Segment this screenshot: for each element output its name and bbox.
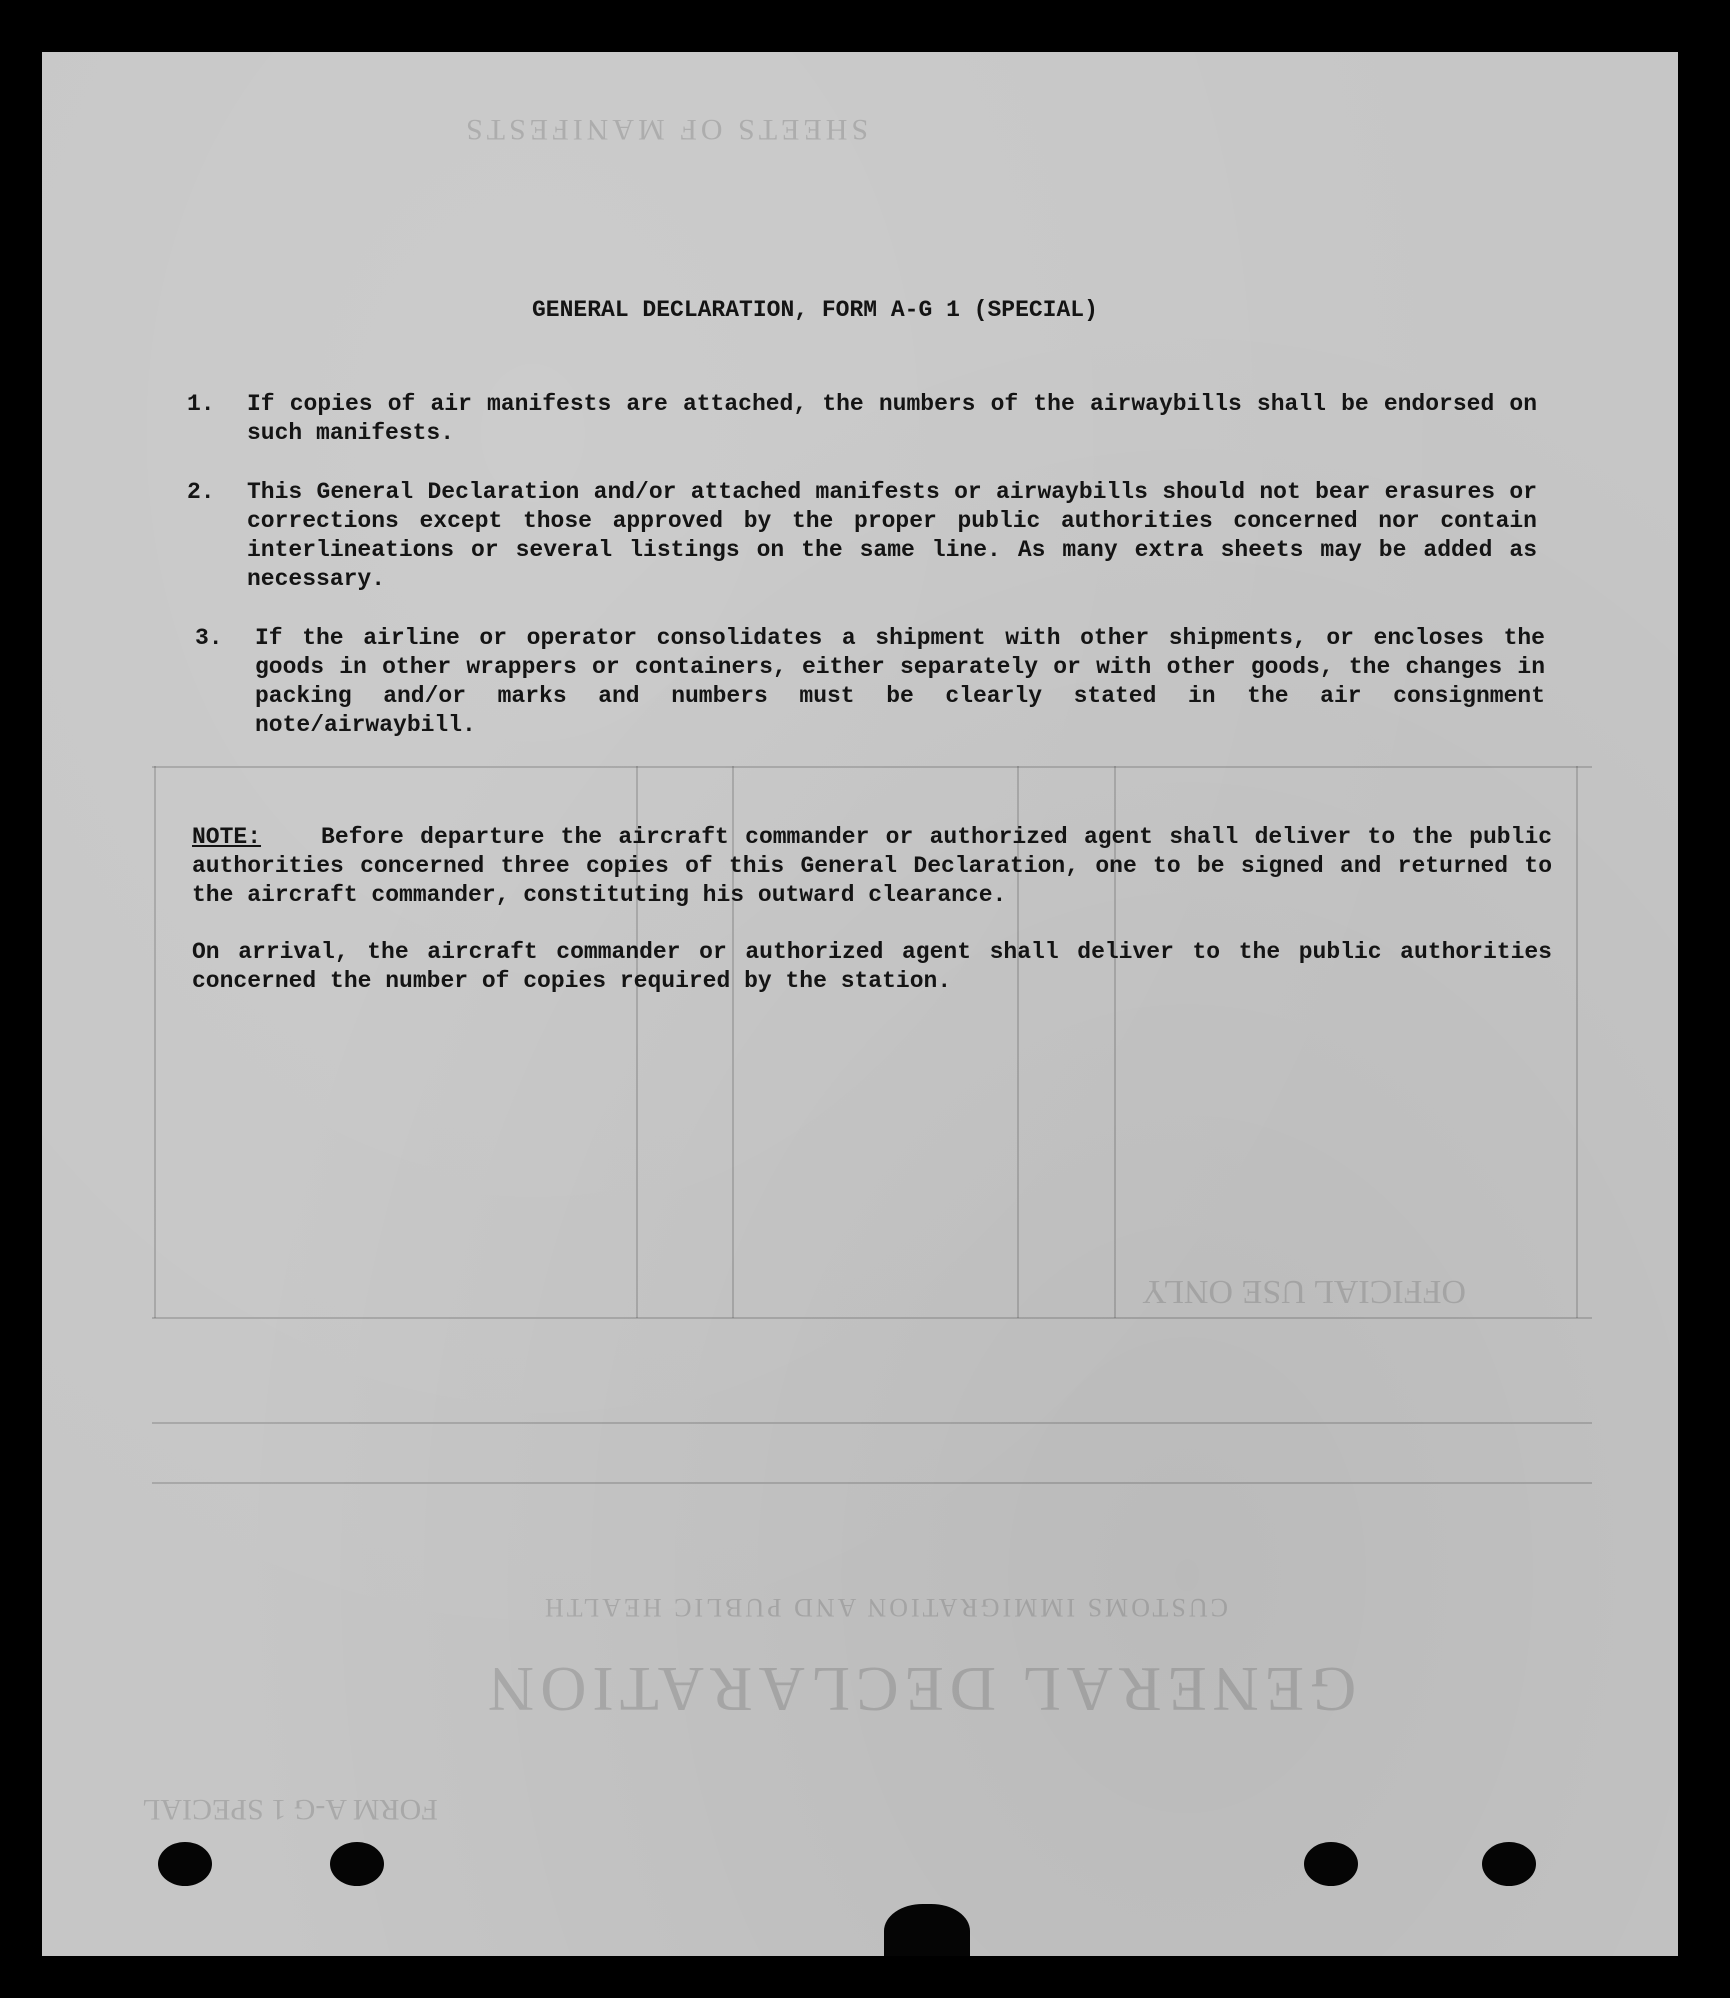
instruction-item [187, 390, 1587, 448]
page-title: GENERAL DECLARATION, FORM A-G 1 (SPECIAL) [532, 297, 1098, 323]
bleed-through-subheading: CUSTOMS IMMIGRATION AND PUBLIC HEALTH [542, 1593, 1228, 1622]
bleed-through-header: SHEETS OF MANIFESTS [462, 113, 869, 146]
bleed-through-heading: GENERAL DECLARATION [482, 1654, 1357, 1725]
instruction-number: 1. [187, 391, 215, 417]
instruction-item [187, 624, 1587, 740]
instruction-number: 2. [187, 479, 215, 505]
bleed-through-official-use: OFFICIAL USE ONLY [1142, 1273, 1467, 1310]
binding-notch [884, 1904, 970, 1956]
punch-hole [1304, 1842, 1358, 1886]
bleed-through-form-id: FORM A-G 1 SPECIAL [142, 1793, 438, 1826]
instruction-number: 3. [195, 625, 223, 651]
punch-hole [158, 1842, 212, 1886]
punch-hole [1482, 1842, 1536, 1886]
instruction-item [187, 478, 1587, 594]
note-paragraph [192, 794, 1552, 910]
note-label: NOTE: [192, 824, 262, 850]
punch-hole [330, 1842, 384, 1886]
general-declaration-instructions [42, 52, 1678, 1956]
arrival-paragraph: On arrival, the aircraft commander or authorized agent shall deliver to the public authorities concerned the number of copies required by the station. [192, 939, 1552, 994]
instruction-text: If copies of air manifests are attached, the numbers of the airwaybills shall be endorsed on such manifests. [247, 391, 1537, 446]
document-page [42, 52, 1678, 1956]
instruction-text: This General Declaration and/or attached manifests or airwaybills should not bear erasures or corrections except those approved by the proper public authorities concerned nor contain interlineations or several listings on the same line. As many extra sheets may be added as necessary. [247, 479, 1537, 592]
instruction-text: If the airline or operator consolidates a shipment with other shipments, or encloses the goods in other wrappers or containers, either separately or with other goods, the changes in packing and/or marks and numbers must be clearly stated in the air consignment note/airwaybill. [255, 625, 1545, 738]
note-text: Before departure the aircraft commander or authorized agent shall deliver to the public authorities concerned three copies of this General Declaration, one to be signed and returned to the aircraft commander, constituting his outward clearance. [192, 824, 1552, 908]
